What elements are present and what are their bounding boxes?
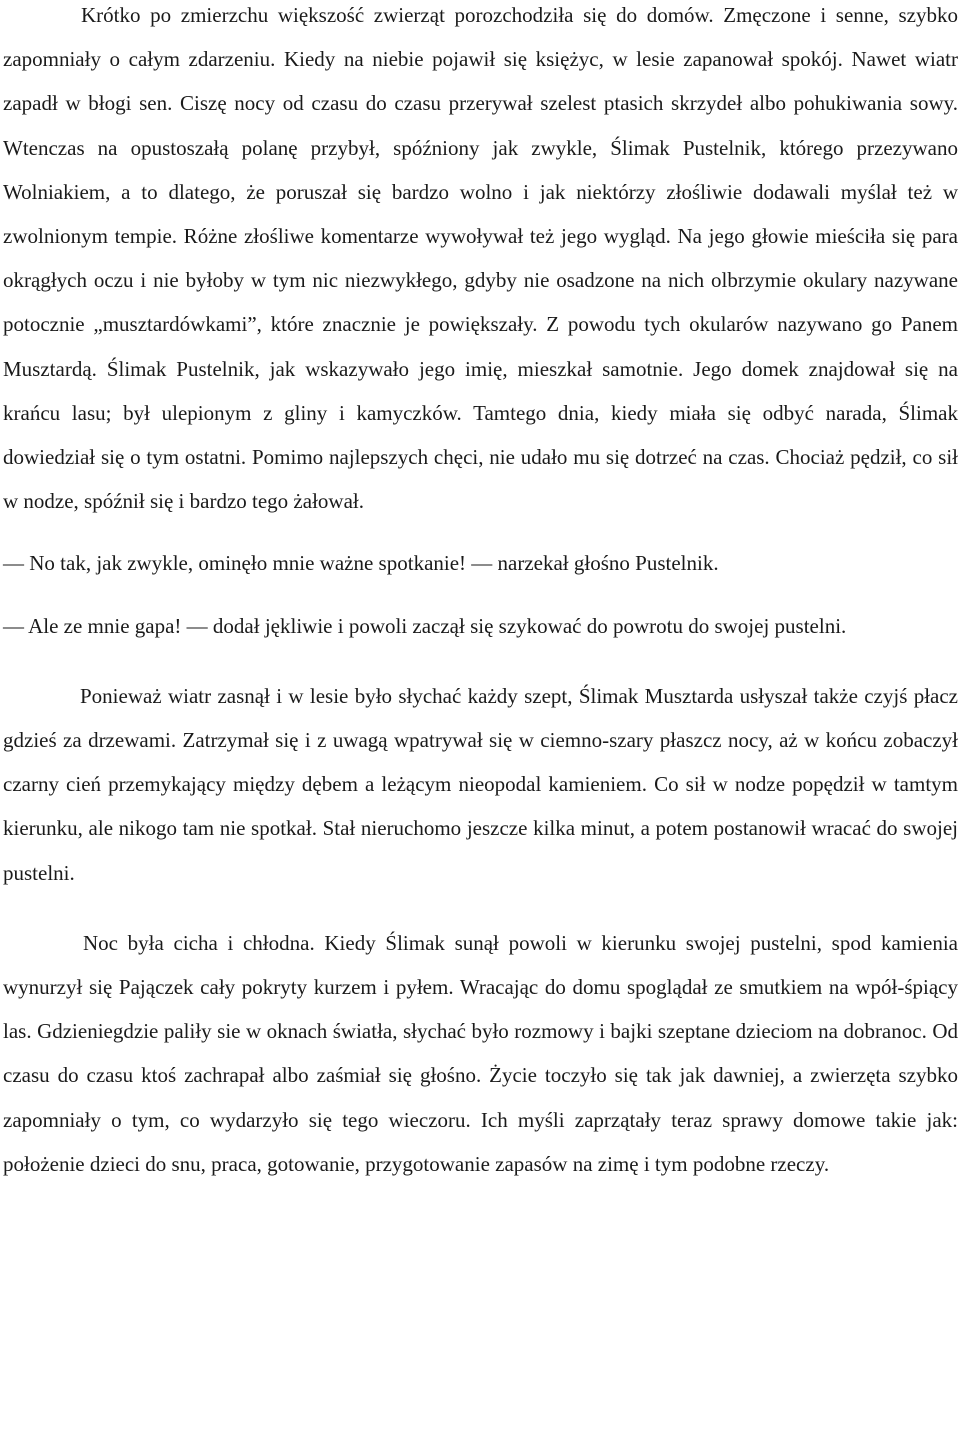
paragraph-dialogue-2: — Ale ze mnie gapa! — dodał jękliwie i powoli zaczął się szykować do powrotu do swojej pustelni. — [3, 613, 847, 638]
paragraph-dialogue-1: — No tak, jak zwykle, ominęło mnie ważne spotkanie! — narzekał głośno Pustelnik. — [3, 551, 719, 576]
paragraph-narrative-3: Noc była cicha i chłodna. Kiedy Ślimak sunął powoli w kierunku swojej pustelni, spod kamienia wynurzył się Pajączek cały pokryty kurzem i pyłem. Wracając do domu spoglądał ze smutkiem na wpół-śpiący las. Gdzieniegdzie paliły sie w oknach światła, słychać było rozmowy i bajki szeptane dzieciom na dobranoc. Od czasu do czasu ktoś zachrapał albo zaśmiał się głośno. Życie toczyło się tak jak dawniej, a zwierzęta szybko zapomniały o tym, co wydarzyło się tego wieczoru. Ich myśli zaprzątały teraz sprawy domowe takie jak: położenie dzieci do snu, praca, gotowanie, przygotowanie zapasów na zimę i tym podobne rzeczy. — [3, 930, 958, 1176]
paragraph-narrative-1: Krótko po zmierzchu większość zwierząt porozchodziła się do domów. Zmęczone i senne, szybko zapomniały o całym zdarzeniu. Kiedy na niebie pojawił się księżyc, w lesie zapanował spokój. Nawet wiatr zapadł w błogi sen. Ciszę nocy od czasu do czasu przerywał szelest ptasich skrzydeł albo pohukiwania sowy. Wtenczas na opustoszałą polanę przybył, spóźniony jak zwykle, Ślimak Pustelnik, którego przezywano Wolniakiem, a to dlatego, że poruszał się bardzo wolno i jak niektórzy złośliwie dodawali myślał też w zwolnionym tempie. Różne złośliwe komentarze wywoływał też jego wygląd. Na jego głowie mieściła się para okrągłych oczu i nie byłoby w tym nic niezwykłego, gdyby nie osadzone na nich olbrzymie okulary nazywane potocznie „musztardówkami”, które znacznie je powiększały. Z powodu tych okularów nazywano go Panem Musztardą. Ślimak Pustelnik, jak wskazywało jego imię, mieszkał samotnie. Jego domek znajdował się na krańcu lasu; był ulepionym z gliny i kamyczków. Tamtego dnia, kiedy miała się odbyć narada, Ślimak dowiedział się o tym ostatni. Pomimo najlepszych chęci, nie udało mu się dotrzeć na czas. Chociaż pędził, co sił w nodze, spóźnił się i bardzo tego żałował. — [3, 3, 958, 514]
paragraph-narrative-2: Ponieważ wiatr zasnął i w lesie było słychać każdy szept, Ślimak Musztarda usłyszał także czyjś płacz gdzieś za drzewami. Zatrzymał się i z uwagą wpatrywał się w ciemno-szary płaszcz nocy, aż w końcu zobaczył czarny cień przemykający między dębem a leżącym nieopodal kamieniem. Co sił w nodze popędził w tamtym kierunku, ale nikogo tam nie spotkał. Stał nieruchomo jeszcze kilka minut, a potem postanowił wracać do swojej pustelni. — [3, 683, 958, 885]
